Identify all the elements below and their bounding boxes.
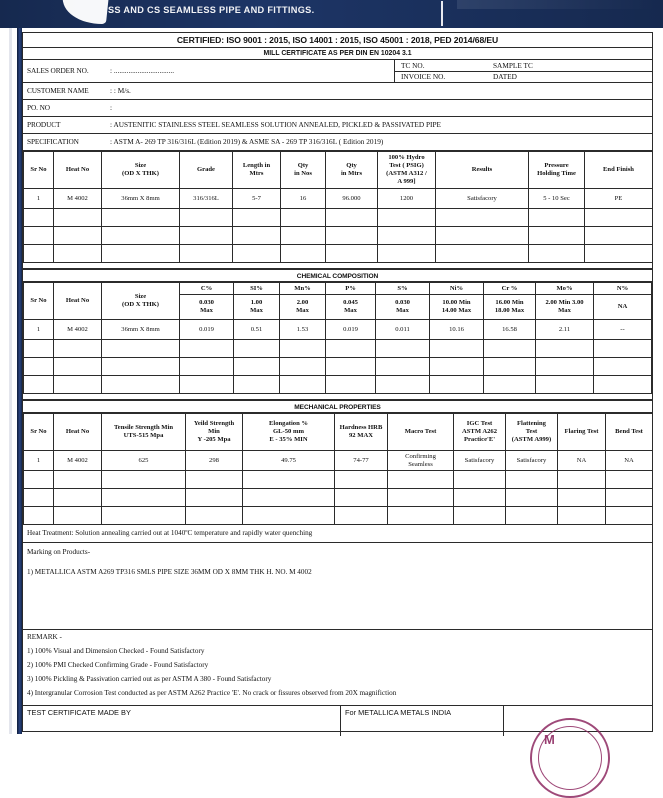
mechanical-empty-cell — [388, 489, 454, 507]
chemical-cell-5: 1.53 — [280, 320, 326, 340]
mechanical-empty-cell — [558, 489, 606, 507]
po-no-label: PO. NO — [27, 103, 50, 113]
product-empty-cell — [102, 245, 180, 263]
mechanical-empty-cell — [388, 471, 454, 489]
mechanical-properties-band: MECHANICAL PROPERTIES — [23, 400, 652, 413]
chemical-element-4: S% — [376, 283, 430, 295]
chemical-element-header-row — [24, 283, 652, 295]
chemical-empty-cell — [24, 340, 54, 358]
test-certificate-made-by: TEST CERTIFICATE MADE BY — [23, 706, 341, 736]
sales-order-value[interactable]: : ................................. — [110, 66, 175, 76]
chemical-limit-7: 2.00 Min 3.00 Max — [536, 295, 594, 320]
chemical-empty-cell — [326, 358, 376, 376]
tc-no-row — [395, 60, 652, 72]
product-empty-cell — [529, 245, 585, 263]
product-cell-6: 96.000 — [326, 189, 378, 209]
mechanical-header-2: Tensile Strength Min UTS-515 Mpa — [102, 414, 186, 451]
mechanical-empty-cell — [102, 489, 186, 507]
stamp-letter: M — [544, 732, 556, 747]
heat-treatment-note: Heat Treatment: Solution annealing carried out at 1040ºC temperature and rapidly water quenching — [23, 525, 652, 543]
remark-item-0: 1) 100% Visual and Dimension Checked - Found Satisfactory — [27, 647, 205, 655]
specification-label: SPECIFICATION — [27, 137, 79, 147]
product-empty-cell — [281, 209, 326, 227]
chemical-empty-cell — [594, 358, 652, 376]
specification-row — [23, 134, 652, 151]
product-cell-5: 16 — [281, 189, 326, 209]
chemical-empty-cell — [280, 340, 326, 358]
product-header-9: Pressure Holding Time — [529, 152, 585, 189]
table-row — [24, 189, 653, 209]
chemical-empty-cell — [430, 340, 484, 358]
chemical-header-0: Sr No — [24, 283, 54, 320]
product-empty-cell — [24, 245, 54, 263]
product-empty-cell — [585, 227, 653, 245]
product-header-8: Results — [436, 152, 529, 189]
mechanical-empty-cell — [506, 507, 558, 525]
chemical-empty-cell — [102, 358, 180, 376]
chemical-limit-1: 1.00 Max — [234, 295, 280, 320]
product-header-0: Sr No — [24, 152, 54, 189]
mechanical-empty-cell — [606, 471, 653, 489]
chemical-empty-cell — [430, 358, 484, 376]
mechanical-header-3: Yeild Strength Min Y -205 Mpa — [186, 414, 243, 451]
product-cell-2: 36mm X 8mm — [102, 189, 180, 209]
chemical-empty-cell — [376, 376, 430, 394]
remark-block — [23, 630, 652, 706]
chemical-limit-2: 2.00 Max — [280, 295, 326, 320]
chemical-element-2: Mn% — [280, 283, 326, 295]
product-cell-4: 5-7 — [233, 189, 281, 209]
sales-order-label: SALES ORDER NO. — [27, 66, 89, 76]
sales-order-block — [23, 60, 395, 82]
product-empty-cell — [281, 245, 326, 263]
customer-name-row — [23, 83, 652, 100]
chemical-empty-cell — [326, 340, 376, 358]
table-row — [24, 320, 652, 340]
banner-tagline: SS AND CS SEAMLESS PIPE AND FITTINGS. — [108, 5, 315, 15]
banner-divider — [441, 1, 443, 26]
mechanical-header-5: Hardness HRB 92 MAX — [335, 414, 388, 451]
mechanical-empty-cell — [102, 507, 186, 525]
product-row — [23, 117, 652, 134]
product-cell-1: M 4002 — [54, 189, 102, 209]
product-empty-cell — [436, 245, 529, 263]
mechanical-empty-cell — [454, 507, 506, 525]
company-stamp-icon — [530, 718, 610, 798]
product-empty-cell — [326, 227, 378, 245]
chemical-empty-cell — [24, 358, 54, 376]
mechanical-header-0: Sr No — [24, 414, 54, 451]
chemical-empty-cell — [54, 358, 102, 376]
chemical-header-2: Size (OD X THK) — [102, 283, 180, 320]
chemical-empty-cell — [594, 340, 652, 358]
product-empty-cell — [436, 209, 529, 227]
product-empty-cell — [436, 227, 529, 245]
chemical-empty-cell — [326, 376, 376, 394]
product-cell-10: PE — [585, 189, 653, 209]
chemical-limit-3: 0.045 Max — [326, 295, 376, 320]
marking-block — [23, 543, 652, 630]
mechanical-empty-cell — [454, 489, 506, 507]
chemical-empty-cell — [234, 376, 280, 394]
footer-row — [23, 706, 652, 747]
product-empty-cell — [180, 227, 233, 245]
marking-items — [27, 568, 652, 577]
chemical-element-5: Ni% — [430, 283, 484, 295]
product-cell-3: 316/316L — [180, 189, 233, 209]
table-row-empty — [24, 227, 653, 245]
invoice-no-label: INVOICE NO. — [401, 72, 446, 82]
chemical-cell-9: 16.58 — [484, 320, 536, 340]
product-header-2: Size (OD X THK) — [102, 152, 180, 189]
mechanical-empty-cell — [186, 507, 243, 525]
mechanical-empty-cell — [24, 507, 54, 525]
mechanical-cell-10: NA — [606, 451, 653, 471]
mechanical-properties-table — [23, 413, 653, 525]
mechanical-cell-6: Confirming Seamless — [388, 451, 454, 471]
sales-order-row — [23, 60, 652, 83]
mechanical-empty-cell — [102, 471, 186, 489]
product-empty-cell — [54, 227, 102, 245]
chemical-empty-cell — [102, 376, 180, 394]
product-empty-cell — [180, 245, 233, 263]
chemical-composition-band: CHEMICAL COMPOSITION — [23, 269, 652, 282]
mechanical-cell-9: NA — [558, 451, 606, 471]
chemical-cell-6: 0.019 — [326, 320, 376, 340]
mechanical-empty-cell — [54, 471, 102, 489]
chemical-limit-8: NA — [594, 295, 652, 320]
chemical-limit-4: 0.030 Max — [376, 295, 430, 320]
product-empty-cell — [585, 245, 653, 263]
mechanical-cell-3: 298 — [186, 451, 243, 471]
mechanical-empty-cell — [506, 489, 558, 507]
product-header-5: Qty in Nos — [281, 152, 326, 189]
chemical-element-0: C% — [180, 283, 234, 295]
chemical-empty-cell — [484, 358, 536, 376]
mechanical-empty-cell — [54, 507, 102, 525]
mechanical-empty-cell — [243, 507, 335, 525]
mechanical-header-9: Flaring Test — [558, 414, 606, 451]
product-empty-cell — [529, 209, 585, 227]
table-row-empty — [24, 358, 652, 376]
remark-item-3: 4) Intergranular Corrosion Test conducted as per ASTM A262 Practice 'E'. No crack or fissures observed from 20X magnifiction — [27, 689, 397, 697]
product-empty-cell — [378, 245, 436, 263]
mechanical-header-10: Bend Test — [606, 414, 653, 451]
mechanical-cell-8: Satisfacory — [506, 451, 558, 471]
chemical-empty-cell — [484, 340, 536, 358]
table-row — [24, 451, 653, 471]
product-header-7: 100% Hydro Test ( PSIG) (ASTM A312 / A 999] — [378, 152, 436, 189]
chemical-empty-cell — [594, 376, 652, 394]
product-empty-cell — [529, 227, 585, 245]
mechanical-empty-cell — [54, 489, 102, 507]
remark-item-1: 2) 100% PMI Checked Confirming Grade - Found Satisfactory — [27, 661, 209, 669]
for-company-label: For METALLICA METALS INDIA — [341, 706, 504, 736]
tc-no-label: TC NO. — [401, 60, 425, 70]
chemical-empty-cell — [376, 358, 430, 376]
table-row-empty — [24, 376, 652, 394]
mechanical-header-1: Heat No — [54, 414, 102, 451]
chemical-empty-cell — [24, 376, 54, 394]
product-empty-cell — [54, 209, 102, 227]
customer-name-label: CUSTOMER NAME — [27, 86, 89, 96]
product-header-3: Grade — [180, 152, 233, 189]
logo-swoosh-icon — [60, 0, 110, 24]
mechanical-empty-cell — [388, 507, 454, 525]
tc-no-value[interactable]: SAMPLE TC — [493, 60, 533, 70]
chemical-cell-10: 2.11 — [536, 320, 594, 340]
table-row-empty — [24, 245, 653, 263]
mechanical-cell-4: 49.75 — [243, 451, 335, 471]
mechanical-empty-cell — [335, 507, 388, 525]
table-row-empty — [24, 489, 653, 507]
chemical-empty-cell — [484, 376, 536, 394]
chemical-cell-7: 0.011 — [376, 320, 430, 340]
chemical-cell-4: 0.51 — [234, 320, 280, 340]
table-row-empty — [24, 507, 653, 525]
tc-invoice-block — [395, 60, 652, 82]
chemical-limit-5: 10.00 Min 14.00 Max — [430, 295, 484, 320]
product-empty-cell — [281, 227, 326, 245]
mechanical-cell-7: Satisfacory — [454, 451, 506, 471]
chemical-empty-cell — [180, 340, 234, 358]
mechanical-cell-0: 1 — [24, 451, 54, 471]
chemical-empty-cell — [180, 358, 234, 376]
table-row-empty — [24, 340, 652, 358]
chemical-empty-cell — [54, 376, 102, 394]
remark-item-2: 3) 100% Pickling & Passivation carried out as per ASTM A 380 - Found Satisfactory — [27, 675, 272, 683]
mechanical-empty-cell — [506, 471, 558, 489]
chemical-element-3: P% — [326, 283, 376, 295]
chemical-cell-8: 10.16 — [430, 320, 484, 340]
remark-title: REMARK - — [27, 633, 62, 641]
table-row-empty — [24, 471, 653, 489]
mechanical-empty-cell — [606, 489, 653, 507]
invoice-no-row — [395, 72, 652, 83]
chemical-empty-cell — [180, 376, 234, 394]
mechanical-empty-cell — [558, 471, 606, 489]
table-row-empty — [24, 209, 653, 227]
remark-items — [27, 647, 652, 698]
chemical-element-8: N% — [594, 283, 652, 295]
stamp-cell — [504, 706, 652, 747]
product-header-6: Qty in Mtrs — [326, 152, 378, 189]
mechanical-header-4: Elongation % GL-50 mm E - 35% MIN — [243, 414, 335, 451]
po-no-value[interactable]: : — [110, 103, 113, 113]
product-empty-cell — [180, 209, 233, 227]
product-header-4: Length in Mtrs — [233, 152, 281, 189]
mechanical-empty-cell — [335, 489, 388, 507]
chemical-empty-cell — [536, 340, 594, 358]
invoice-dated-value[interactable]: DATED — [493, 72, 517, 82]
page-edge-shadow — [9, 28, 12, 734]
product-cell-8: Satisfacory — [436, 189, 529, 209]
product-cell-9: 5 - 10 Sec — [529, 189, 585, 209]
product-empty-cell — [233, 209, 281, 227]
marking-title: Marking on Products- — [27, 548, 91, 556]
po-no-row — [23, 100, 652, 117]
marking-item-0: 1) METALLICA ASTM A269 TP316 SMLS PIPE SIZE 36MM OD X 8MM THK H. NO. M 4002 — [27, 568, 312, 576]
mill-certificate-line: MILL CERTIFICATE AS PER DIN EN 10204 3.1 — [23, 48, 652, 60]
product-header-10: End Finish — [585, 152, 653, 189]
product-cell-7: 1200 — [378, 189, 436, 209]
mechanical-cell-5: 74-77 — [335, 451, 388, 471]
chemical-empty-cell — [234, 358, 280, 376]
product-empty-cell — [585, 209, 653, 227]
mechanical-empty-cell — [186, 471, 243, 489]
product-empty-cell — [326, 245, 378, 263]
mechanical-header-6: Macro Test — [388, 414, 454, 451]
mechanical-empty-cell — [243, 471, 335, 489]
product-value: : AUSTENITIC STAINLESS STEEL SEAMLESS SOLUTION ANNEALED, PICKLED & PASSIVATED PIPE — [110, 120, 441, 130]
specification-value: : ASTM A- 269 TP 316/316L (Edition 2019) & ASME SA - 269 TP 316/316L ( Edition 2019) — [110, 137, 384, 147]
product-table — [23, 151, 653, 263]
chemical-empty-cell — [234, 340, 280, 358]
mechanical-empty-cell — [186, 489, 243, 507]
mechanical-empty-cell — [243, 489, 335, 507]
chemical-cell-1: M 4002 — [54, 320, 102, 340]
mechanical-header-7: IGC Test ASTM A262 Practice'E' — [454, 414, 506, 451]
chemical-element-7: Mo% — [536, 283, 594, 295]
mechanical-table-header-row — [24, 414, 653, 451]
banner-right-fade — [457, 0, 657, 9]
chemical-empty-cell — [280, 358, 326, 376]
mechanical-empty-cell — [335, 471, 388, 489]
chemical-cell-2: 36mm X 8mm — [102, 320, 180, 340]
chemical-empty-cell — [536, 358, 594, 376]
chemical-empty-cell — [536, 376, 594, 394]
product-empty-cell — [378, 209, 436, 227]
chemical-composition-table — [23, 282, 652, 394]
product-empty-cell — [102, 209, 180, 227]
product-label: PRODUCT — [27, 120, 61, 130]
product-cell-0: 1 — [24, 189, 54, 209]
chemical-cell-3: 0.019 — [180, 320, 234, 340]
mechanical-empty-cell — [454, 471, 506, 489]
chemical-empty-cell — [280, 376, 326, 394]
chemical-element-1: SI% — [234, 283, 280, 295]
mechanical-empty-cell — [606, 507, 653, 525]
certificate-sheet — [22, 32, 653, 747]
mechanical-empty-cell — [24, 489, 54, 507]
chemical-limit-6: 16.00 Min 18.00 Max — [484, 295, 536, 320]
chemical-cell-11: -- — [594, 320, 652, 340]
product-empty-cell — [233, 227, 281, 245]
chemical-empty-cell — [102, 340, 180, 358]
certified-line: CERTIFIED: ISO 9001 : 2015, ISO 14001 : 2015, ISO 45001 : 2018, PED 2014/68/EU — [23, 33, 652, 48]
chemical-header-1: Heat No — [54, 283, 102, 320]
mechanical-empty-cell — [24, 471, 54, 489]
mechanical-empty-cell — [558, 507, 606, 525]
product-empty-cell — [54, 245, 102, 263]
product-table-header-row — [24, 152, 653, 189]
chemical-element-6: Cr % — [484, 283, 536, 295]
product-empty-cell — [24, 209, 54, 227]
product-empty-cell — [233, 245, 281, 263]
chemical-cell-0: 1 — [24, 320, 54, 340]
product-empty-cell — [24, 227, 54, 245]
mechanical-header-8: Flattening Test (ASTM A999) — [506, 414, 558, 451]
customer-name-value[interactable]: : : M/s. — [110, 86, 131, 96]
product-header-1: Heat No — [54, 152, 102, 189]
chemical-empty-cell — [54, 340, 102, 358]
product-empty-cell — [326, 209, 378, 227]
product-empty-cell — [102, 227, 180, 245]
top-banner — [0, 0, 663, 28]
mechanical-cell-2: 625 — [102, 451, 186, 471]
mechanical-cell-1: M 4002 — [54, 451, 102, 471]
product-empty-cell — [378, 227, 436, 245]
chemical-limit-0: 0.030 Max — [180, 295, 234, 320]
chemical-empty-cell — [376, 340, 430, 358]
chemical-empty-cell — [430, 376, 484, 394]
